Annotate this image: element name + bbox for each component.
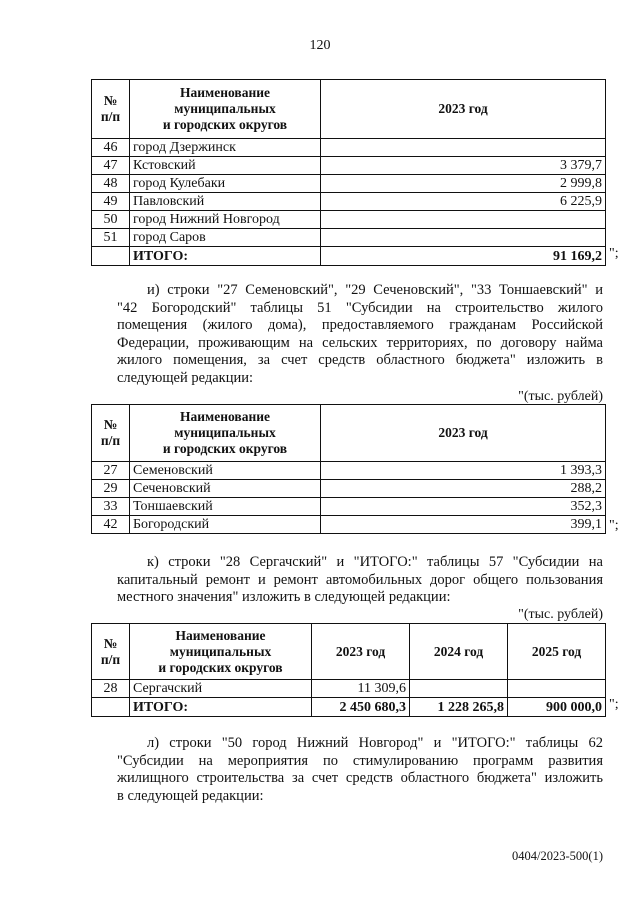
row-2025 — [508, 680, 606, 698]
para-line: "Субсидии на мероприятия по стимулированию программ развития — [117, 752, 603, 769]
total-2024: 1 228 265,8 — [410, 698, 508, 717]
para-line: в следующей редакции: — [117, 787, 264, 804]
table-row — [92, 498, 606, 516]
row-name: город Дзержинск — [130, 139, 321, 157]
page-number: 120 — [309, 38, 331, 53]
paragraph-l — [117, 735, 603, 805]
row-2023: 6 225,9 — [321, 193, 606, 211]
row-2023: 2 999,8 — [321, 175, 606, 193]
row-name: Семеновский — [130, 462, 321, 480]
row-2023: 288,2 — [321, 480, 606, 498]
document-code: 0404/2023-500(1) — [512, 849, 603, 863]
para-line: следующей редакции: — [117, 369, 254, 386]
table-row — [92, 175, 606, 193]
row-num: 28 — [92, 680, 130, 698]
para-line: жилого помещения, за счет средств областного бюджета" изложить в — [117, 352, 603, 368]
total-label: ИТОГО: — [130, 698, 312, 717]
header-num: № п/п — [92, 80, 130, 139]
row-num: 29 — [92, 480, 130, 498]
row-name: Павловский — [130, 193, 321, 211]
row-2023: 1 393,3 — [321, 462, 606, 480]
row-2023: 399,1 — [321, 516, 606, 534]
para-line: жилищного строительства за счет средств областного бюджета" изложить — [117, 770, 603, 786]
table-row — [92, 462, 606, 480]
para-line: капитальный ремонт и ремонт автомобильных дорог общего пользования — [117, 571, 603, 588]
units-label: "(тыс. рублей) — [518, 389, 603, 404]
row-name: Сергачский — [130, 680, 312, 698]
header-name: Наименование муниципальных и городских округов — [130, 80, 321, 139]
total-2025: 900 000,0 — [508, 698, 606, 717]
units-label: "(тыс. рублей) — [518, 607, 603, 622]
row-num: 48 — [92, 175, 130, 193]
header-name: Наименование муниципальных и городских округов — [130, 624, 312, 680]
table-1 — [91, 79, 606, 266]
total-2023: 91 169,2 — [321, 247, 606, 266]
row-2023: 352,3 — [321, 498, 606, 516]
table-2-closer: "; — [609, 518, 619, 533]
row-name: Тоншаевский — [130, 498, 321, 516]
row-2023 — [321, 229, 606, 247]
para-line: "42 Богородский" таблицы 51 "Субсидии на строительство жилого — [117, 299, 603, 316]
table-row — [92, 516, 606, 534]
header-name: Наименование муниципальных и городских округов — [130, 405, 321, 462]
para-line: помещения (жилого дома), предоставляемого гражданам Российской — [117, 317, 603, 333]
total-empty-cell — [92, 698, 130, 717]
header-2024: 2024 год — [410, 624, 508, 680]
row-num: 47 — [92, 157, 130, 175]
table-row — [92, 480, 606, 498]
total-empty-cell — [92, 247, 130, 266]
total-2023: 2 450 680,3 — [312, 698, 410, 717]
para-line: и) строки "27 Семеновский", "29 Сеченовский", "33 Тоншаевский" и — [147, 282, 603, 298]
table-1-body — [92, 139, 606, 247]
para-line: Федерации, проживающим на сельских территориях, по договору найма — [117, 334, 603, 351]
row-num: 49 — [92, 193, 130, 211]
row-num: 51 — [92, 229, 130, 247]
header-2023: 2023 год — [312, 624, 410, 680]
row-num: 27 — [92, 462, 130, 480]
para-line: местного значения" изложить в следующей редакции: — [117, 589, 451, 605]
header-num: № п/п — [92, 405, 130, 462]
row-2023: 3 379,7 — [321, 157, 606, 175]
para-line: л) строки "50 город Нижний Новгород" и "ИТОГО:" таблицы 62 — [147, 735, 603, 751]
para-line: к) строки "28 Сергачский" и "ИТОГО:" таблицы 57 "Субсидии на — [147, 554, 603, 570]
row-name: Богородский — [130, 516, 321, 534]
header-2023: 2023 год — [321, 80, 606, 139]
row-name: город Кулебаки — [130, 175, 321, 193]
header-2023: 2023 год — [321, 405, 606, 462]
row-name: Сеченовский — [130, 480, 321, 498]
row-num: 33 — [92, 498, 130, 516]
table-row — [92, 229, 606, 247]
row-name: город Саров — [130, 229, 321, 247]
paragraph-k — [117, 554, 603, 607]
table-row — [92, 139, 606, 157]
row-num: 42 — [92, 516, 130, 534]
table-row — [92, 193, 606, 211]
table-1-closer: "; — [609, 246, 619, 261]
table-row — [92, 157, 606, 175]
table-row — [92, 211, 606, 229]
row-2023 — [321, 211, 606, 229]
row-2023: 11 309,6 — [312, 680, 410, 698]
header-2025: 2025 год — [508, 624, 606, 680]
row-num: 50 — [92, 211, 130, 229]
table-3-closer: "; — [609, 697, 619, 712]
row-name: Кстовский — [130, 157, 321, 175]
row-num: 46 — [92, 139, 130, 157]
row-2023 — [321, 139, 606, 157]
table-3 — [91, 623, 606, 717]
table-2 — [91, 404, 606, 534]
row-2024 — [410, 680, 508, 698]
total-label: ИТОГО: — [130, 247, 321, 266]
paragraph-i — [117, 282, 603, 387]
table-2-body — [92, 462, 606, 534]
header-num: № п/п — [92, 624, 130, 680]
row-name: город Нижний Новгород — [130, 211, 321, 229]
